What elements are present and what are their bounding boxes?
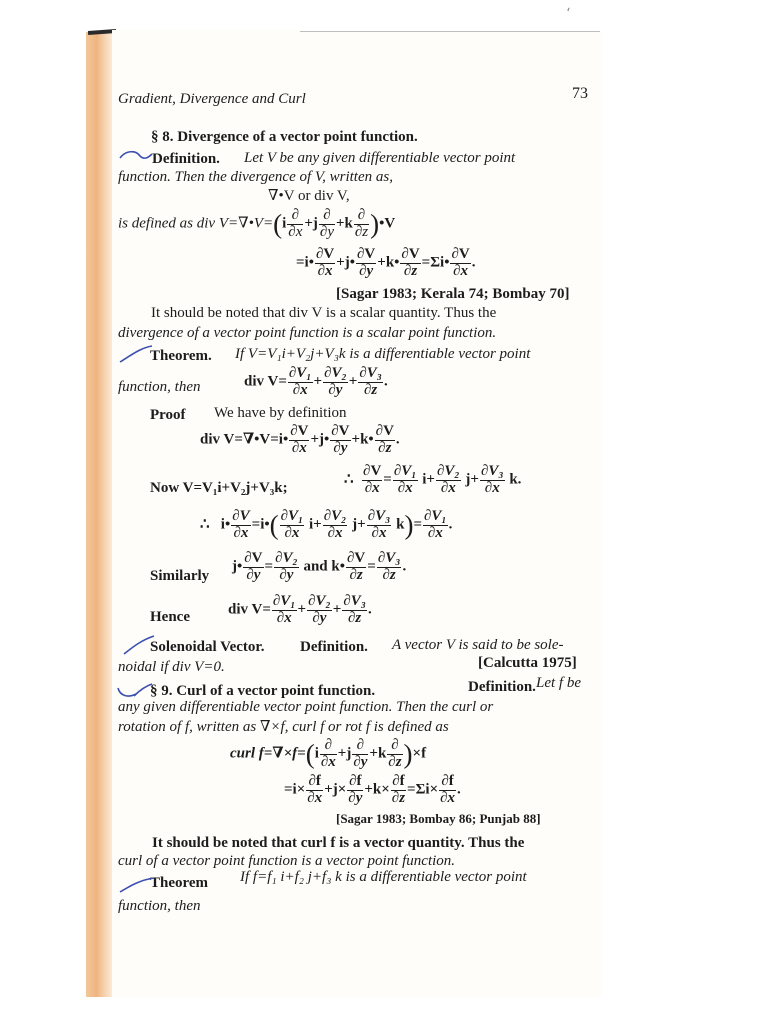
hence-label: Hence [150,609,190,625]
pen-mark-definition [114,144,154,166]
frac-d-dy: $\frac{\partial}{\partial y}$ [319,207,334,240]
section-8-heading: § 8. Divergence of a vector point function. [151,129,418,145]
section-9-heading: § 9. Curl of a vector point function. [150,683,376,699]
solenoidal-text-1: A vector V is said to be sole- [392,637,564,653]
curl-expansion-eq: =i× $\frac{\partial f}{\partial x}$ +j× $\frac{\partial f}{\partial y}$ +k× $\frac{\partial f}{\partial z}$ =Σi× $\frac{\partial f}{\partial x}$ . [284,773,461,806]
running-title: Gradient, Divergence and Curl [118,91,306,107]
theorem-2-text-2: function, then [118,898,201,914]
s9-reference: [Sagar 1983; Bombay 86; Punjab 88] [336,811,541,826]
s9-note-2: curl of a vector point function is a vector point function. [118,853,456,869]
theorem-1-label: Theorem. [150,348,212,364]
pen-mark-theorem-1 [114,342,154,368]
s8-note-1: It should be noted that div V is a scalar quantity. Thus the [151,305,497,321]
proof-text: We have by definition [214,405,347,421]
corner-mark: ‘ [566,6,571,22]
dot-v: •V [379,215,396,232]
theorem-2-text-1: If f=f₁ i+f₂ j+f₃ k is a differentiable vector point [240,869,527,885]
solenoidal-def-label: Definition. [300,639,368,655]
s9-text-3: rotation of f, written as ∇×f, curl f or rot f is defined as [118,719,449,735]
paren-close: ) [370,208,380,239]
frac-d-dz: $\frac{\partial}{\partial z}$ [354,207,369,240]
curl-definition-eq: curl f=∇×f=(i $\frac{\partial}{\partial x}$ +j $\frac{\partial}{\partial y}$ +k $\frac{\partial}{\partial z}$ )×f [230,737,427,770]
divergence-definition-eq [118,208,395,241]
proof-line-1: div V=∇•V=i• $\frac{\partial V}{\partial x}$ +j• $\frac{\partial V}{\partial y}$ +k• $\frac{\partial V}{\partial z}$ . [200,423,400,456]
s9-definition-label: Definition. [468,679,536,695]
divergence-expansion-eq: =i• $\frac{\partial V}{\partial x}$ +j• $\frac{\partial V}{\partial y}$ +k• $\frac{\partial V}{\partial z}$ =Σi• $\frac{\partial V}{\partial x}$ . [296,246,476,279]
s9-note-1: It should be noted that curl f is a vector quantity. Thus the [152,835,525,851]
similarly-label: Similarly [150,568,210,584]
s8-reference: [Sagar 1983; Kerala 74; Bombay 70] [336,286,570,302]
hence-eq: div V= $\frac{\text{∂V₁}}{\partial x}$ + $\frac{\text{∂V₂}}{\partial y}$ + $\frac{\text{∂V₃}}{\partial z}$ . [228,593,372,626]
pen-mark-section-9 [112,678,154,702]
s9-text-2: any given differentiable vector point function. Then the curl or [118,699,494,715]
solenoidal-reference: [Calcutta 1975] [478,655,577,671]
s9-text-1: Let f be [536,675,581,691]
frac-d-dx: $\frac{\partial}{\partial x}$ [288,207,303,240]
proof-line-2: ∴ $\frac{\partial V}{\partial x}$ = $\frac{\text{∂V₁}}{\partial x}$ i+ $\frac{\text{∂V₂}}{\partial x}$ j+ $\frac{\text{∂V₃}}{\partial x}$ k. [344,463,522,496]
paren-open: ( [273,208,283,239]
s8-note-2: divergence of a vector point function is a scalar point function. [118,325,497,341]
theorem-2-label: Theorem [150,875,209,891]
proof-line-3: ∴ i• $\frac{\partial V}{\partial x}$ =i•( $\frac{\text{∂V₁}}{\partial x}$ i+ $\frac{\text{∂V₂}}{\partial x}$ j+ $\frac{\text{∂V₃}}{\partial x}$ k)= $\frac{\text{∂V₁}}{\partial x}$ . [200,508,453,541]
proof-now-text: Now V=V₁i+V₂j+V₃k; [150,480,288,496]
pen-mark-solenoidal [120,632,156,658]
s8-notation: ∇•V or div V, [268,188,350,204]
unit-i: i [282,215,287,232]
theorem-1-text-1: If V=V₁i+V₂j+V₃k is a differentiable vector point [235,346,531,362]
book-spine-shadow [86,32,112,997]
unit-k: +k [336,215,353,232]
pen-mark-theorem-2 [116,872,156,896]
s8-definition-label: Definition. [152,151,220,167]
solenoidal-text-2: noidal if div V=0. [118,659,225,675]
s8-definition-text-2: function. Then the divergence of V, written as, [118,169,393,185]
solenoidal-label: Solenoidal Vector. [150,639,265,655]
theorem-1-text-2: function, then [118,379,201,395]
page-number: 73 [572,85,588,102]
unit-j: +j [304,215,318,232]
proof-label: Proof [150,407,186,423]
top-edge-line [300,31,600,32]
similarly-eq: j• $\frac{\partial V}{\partial y}$ = $\frac{\text{∂V₂}}{\partial y}$ and k• $\frac{\partial V}{\partial z}$ = $\frac{\text{∂V₃}}{\partial z}$ . [232,550,407,583]
defined-as-text: is defined as div V=∇•V= [118,215,274,232]
theorem-1-eq: div V= $\frac{\text{∂V₁}}{\partial x}$ + $\frac{\text{∂V₂}}{\partial y}$ + $\frac{\text{∂V₃}}{\partial z}$ . [244,365,388,398]
s8-definition-text-1: Let V be any given differentiable vector point [244,150,516,166]
